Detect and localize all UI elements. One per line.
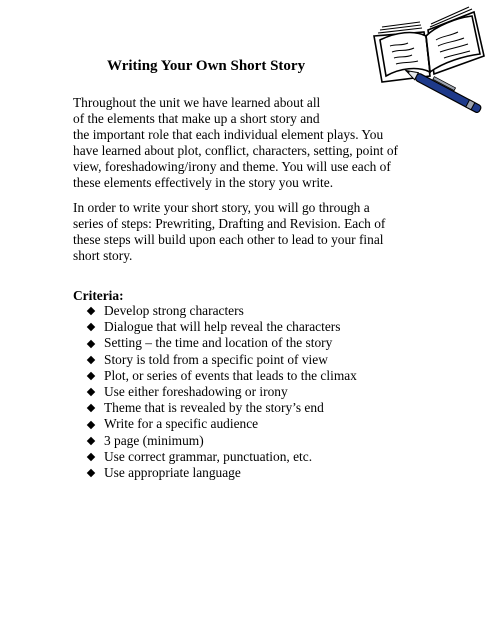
list-item (88, 368, 357, 384)
document-title: Writing Your Own Short Story (107, 58, 306, 74)
paragraph-line: have learned about plot, conflict, characters, setting, point of (73, 143, 398, 159)
list-item-text: Use either foreshadowing or irony (104, 384, 288, 400)
paragraph-line: of the elements that make up a short story and (73, 111, 320, 127)
diamond-bullet-icon (87, 372, 95, 380)
diamond-bullet-icon (87, 436, 95, 444)
list-item-text: Use appropriate language (104, 465, 241, 481)
list-item (88, 335, 357, 351)
paragraph-line: these elements effectively in the story you write. (73, 175, 334, 191)
list-item-text: Dialogue that will help reveal the characters (104, 319, 341, 335)
list-item-text: Write for a specific audience (104, 416, 259, 432)
list-item (88, 384, 357, 400)
list-item (88, 465, 357, 481)
diamond-bullet-icon (87, 420, 95, 428)
diamond-bullet-icon (87, 388, 95, 396)
intro-paragraph (73, 95, 398, 192)
paragraph-line: short story. (73, 248, 133, 264)
paragraph-line: Throughout the unit we have learned about all (73, 95, 321, 110)
list-item-text: Story is told from a specific point of view (104, 351, 328, 367)
list-item (88, 449, 357, 465)
diamond-bullet-icon (87, 355, 95, 363)
process-paragraph (73, 200, 385, 264)
paragraph-line: series of steps: Prewriting, Drafting and Revision. Each of (73, 216, 386, 232)
diamond-bullet-icon (87, 469, 95, 477)
paragraph-line: these steps will build upon each other to lead to your final (73, 232, 384, 248)
criteria-heading: Criteria: (73, 288, 124, 303)
list-item (88, 416, 357, 432)
list-item (88, 303, 357, 319)
criteria-list (88, 303, 357, 481)
diamond-bullet-icon (87, 339, 95, 347)
paragraph-line: view, foreshadowing/irony and theme. You will use each of (73, 159, 391, 175)
diamond-bullet-icon (87, 323, 95, 331)
list-item-text: Use correct grammar, punctuation, etc. (104, 448, 313, 464)
list-item-text: Theme that is revealed by the story’s end (104, 400, 324, 416)
list-item-text: Develop strong characters (104, 303, 244, 318)
list-item (88, 319, 357, 335)
list-item (88, 352, 357, 368)
list-item-text: 3 page (minimum) (104, 432, 204, 448)
paragraph-line: the important role that each individual element plays. You (73, 127, 384, 143)
list-item-text: Setting – the time and location of the story (104, 335, 333, 351)
paragraph-line: In order to write your short story, you will go through a (73, 200, 370, 215)
diamond-bullet-icon (87, 404, 95, 412)
list-item (88, 400, 357, 416)
list-item (88, 433, 357, 449)
list-item-text: Plot, or series of events that leads to the climax (104, 367, 357, 383)
diamond-bullet-icon (87, 307, 95, 315)
diamond-bullet-icon (87, 453, 95, 461)
